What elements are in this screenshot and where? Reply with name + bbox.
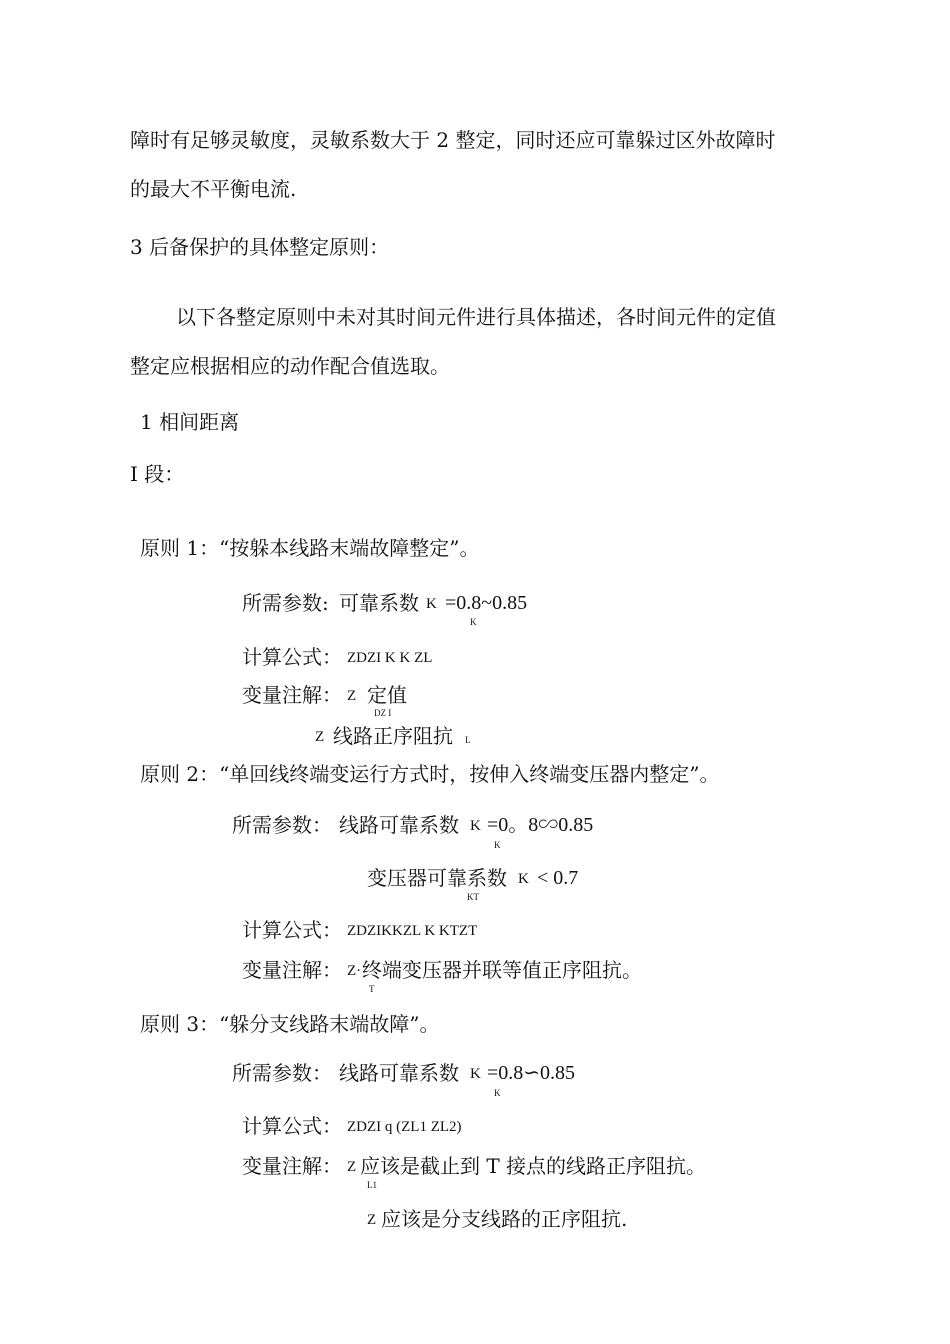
params-subscript: K: [470, 617, 477, 627]
params-value: =0.8~0.85: [445, 592, 528, 614]
variable-symbol: Z: [347, 688, 357, 704]
formula: ZDZIKKZL K KTZT: [347, 923, 478, 939]
params-text: 可靠系数: [339, 591, 419, 615]
variable-label: 变量注解：: [242, 958, 342, 982]
variable-text: 应该是截止到 T 接点的线路正序阻抗。: [360, 1154, 707, 1178]
principle-title: 原则 1：“按躲本线路末端故障整定”。: [140, 536, 480, 560]
variable-symbol: Z·: [347, 963, 362, 979]
paragraph-line: 整定应根据相应的动作配合值选取。: [130, 354, 450, 378]
variable-text: 应该是分支线路的正序阻抗.: [381, 1207, 628, 1231]
params-symbol: K: [470, 818, 481, 834]
formula: ZDZI q (ZL1 ZL2): [347, 1119, 462, 1135]
variable-subscript: L: [465, 735, 471, 745]
params-value: =0.8∽0.85: [487, 1062, 576, 1084]
variable-text: 线路正序阻抗: [333, 724, 453, 748]
variable-subscript: DZ I: [374, 708, 392, 718]
formula-label: 计算公式：: [242, 1114, 342, 1138]
formula: ZDZI K K ZL: [347, 650, 433, 666]
principle-title: 原则 3：“躲分支线路末端故障”。: [140, 1012, 440, 1036]
paragraph-line: 以下各整定原则中未对其时间元件进行具体描述，各时间元件的定值: [176, 305, 776, 329]
variable-subscript: T: [369, 984, 375, 994]
variable-symbol: Z: [347, 1159, 357, 1175]
params-symbol: K: [470, 1066, 481, 1082]
variable-label: 变量注解：: [242, 1154, 342, 1178]
params-label: 所需参数:: [242, 591, 329, 615]
variable-subscript: L1: [367, 1180, 377, 1190]
variable-symbol: Z: [367, 1212, 377, 1228]
paragraph-line: 的最大不平衡电流.: [130, 177, 297, 201]
params-label: 所需参数：: [232, 813, 332, 837]
variable-text: 终端变压器并联等值正序阻抗。: [362, 958, 642, 982]
params-symbol: K: [518, 871, 529, 887]
variable-text: 定值: [367, 683, 407, 707]
params-label: 所需参数：: [232, 1061, 332, 1085]
section-label: I 段：: [130, 462, 185, 486]
subsection-heading: 1 相间距离: [140, 410, 240, 434]
section-heading: 3 后备保护的具体整定原则：: [130, 235, 390, 259]
params-value: < 0.7: [537, 867, 579, 889]
params-subscript: K: [494, 1088, 501, 1098]
principle-title: 原则 2：“单回线终端变运行方式时，按伸入终端变压器内整定”。: [140, 762, 720, 786]
params-text: 线路可靠系数: [339, 1061, 459, 1085]
formula-label: 计算公式：: [242, 645, 342, 669]
params-text: 变压器可靠系数: [367, 866, 507, 890]
paragraph-line: 障时有足够灵敏度，灵敏系数大于 2 整定，同时还应可靠躲过区外故障时: [130, 128, 776, 152]
variable-symbol: Z: [315, 729, 325, 745]
params-subscript: K: [494, 840, 501, 850]
params-subscript: KT: [467, 892, 479, 902]
variable-label: 变量注解：: [242, 683, 342, 707]
params-symbol: K: [426, 596, 437, 612]
params-text: 线路可靠系数: [339, 813, 459, 837]
params-value: =0。8∽0.85: [487, 814, 594, 836]
formula-label: 计算公式：: [242, 918, 342, 942]
